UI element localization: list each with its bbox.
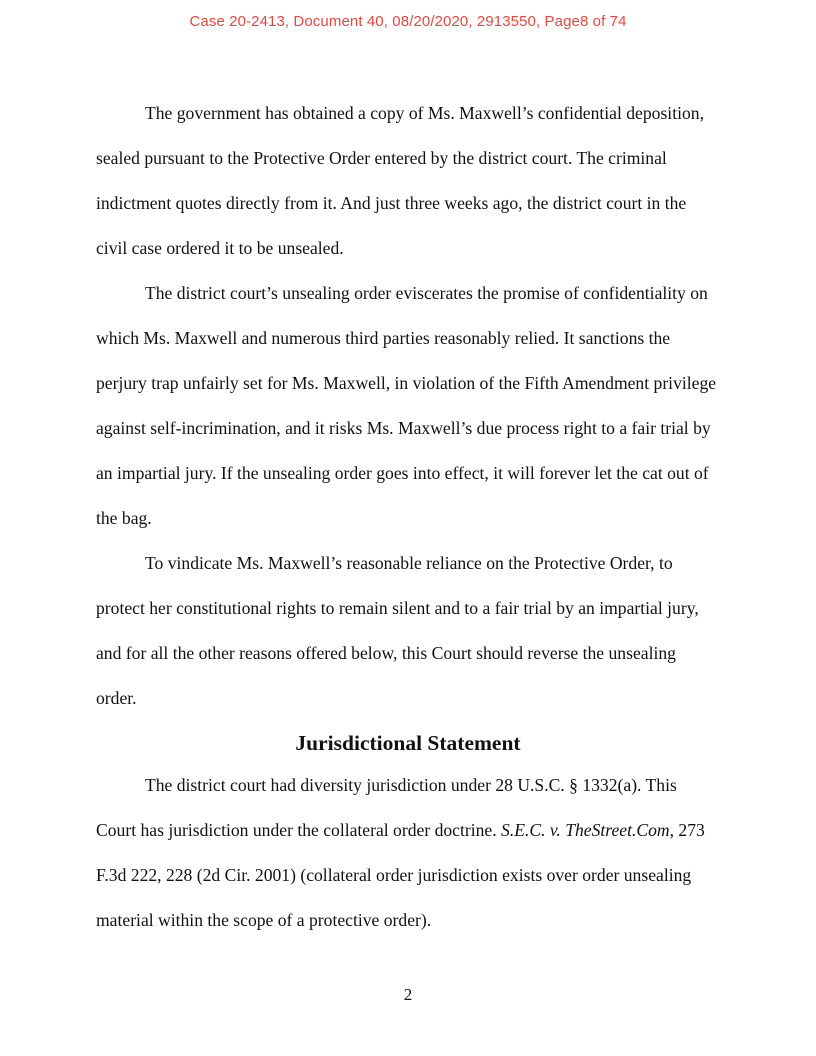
jurisdiction-text-start: The district court had diversity jurisdiction under 28 U.S.C. § 1332(a). This Court has jurisdiction under the collateral order doctrine. [96, 775, 677, 840]
paragraph-deposition: The government has obtained a copy of Ms. Maxwell’s confidential deposition, sealed pursuant to the Protective Order entered by the district court. The criminal indictment quotes directly from it. And just three weeks ago, the district court in the civil case ordered it to be unsealed. [96, 103, 704, 258]
paragraph-jurisdiction [96, 763, 720, 943]
section-heading-jurisdiction: Jurisdictional Statement [295, 731, 521, 755]
page-number: 2 [403, 985, 413, 1004]
case-citation-italic: S.E.C. v. TheStreet.Com [501, 820, 670, 840]
paragraph-relief-requested: To vindicate Ms. Maxwell’s reasonable reliance on the Protective Order, to protect her constitutional rights to remain silent and to a fair trial by an impartial jury, and for all the other reasons offered below, this Court should reverse the unsealing order. [96, 553, 699, 708]
jurisdiction-text-end: , 273 F.3d 222, 228 (2d Cir. 2001) (collateral order jurisdiction exists over order unsealing material within the scope of a protective order). [96, 820, 705, 930]
paragraph-unsealing-order: The district court’s unsealing order eviscerates the promise of confidentiality on which Ms. Maxwell and numerous third parties reasonably relied. It sanctions the perjury trap unfairly set for Ms. Maxwell, in violation of the Fifth Amendment privilege against self-incrimination, and it risks Ms. Maxwell’s due process right to a fair trial by an impartial jury. If the unsealing order goes into effect, it will forever let the cat out of the bag. [96, 283, 717, 528]
case-header-stamp: Case 20-2413, Document 40, 08/20/2020, 2913550, Page8 of 74 [189, 13, 627, 30]
document-body [96, 91, 720, 943]
